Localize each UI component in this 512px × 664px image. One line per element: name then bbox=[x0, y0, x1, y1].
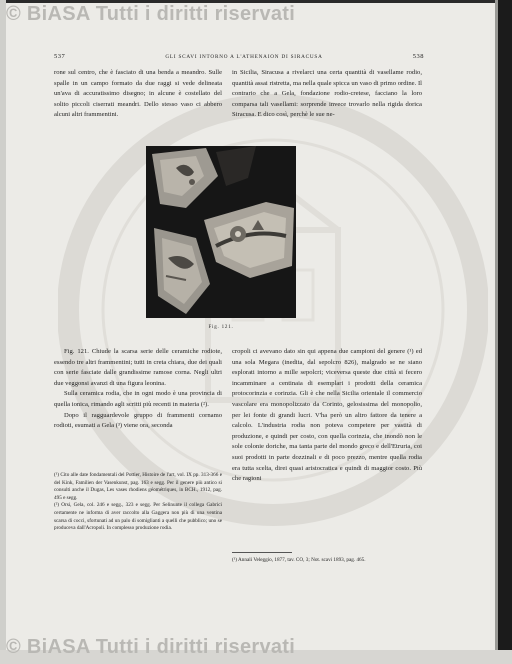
running-title: GLI SCAVI INTORNO A L'ATHENAION DI SIRACUSA bbox=[165, 54, 323, 60]
footnote: (¹) Annali Veleggio, 1877, tav. CO, 3; Not. scavi 1893, pag. 465. bbox=[232, 557, 366, 563]
copyright-watermark-bottom: © BiASA Tutti i diritti riservati bbox=[6, 636, 296, 658]
scan-edge-right bbox=[498, 0, 512, 664]
footnote-rule bbox=[232, 552, 292, 553]
footnotes-right bbox=[232, 557, 422, 565]
paragraph: rone sul centro, che è fasciato di una benda a meandro. Sulle spalle in un campo formato da due raggi si vede delineata un'ava di accuratissimo disegno; in alcune è costellato del solito piccoli ciserrati meandri. Dello stesso vaso ci abbero alcuni altri frammentini. bbox=[54, 69, 222, 119]
page-number-right: 538 bbox=[412, 53, 424, 60]
footnote: (²) Orsi, Gela, col. 246 e segg., 323 e segg. Per Selinunte il collega Gabrici certamente ne informa di aver raccolto alla Gaggera non più di una ventina scarsa di cocci, sfortunati ad un palo di somiglianti a quelli che pubblico; uno se produceva dall'Acropoli. In complesso produzione rodia. bbox=[54, 502, 222, 532]
paragraph: in Sicilia, Siracusa a rivelarci una certa quantità di vasellame rodio, quantità assai ristretta, ma nella quale spicca un vaso di primo ordine. Il contrario che a Gela, fondazione rodio-cretese, facciano la loro comparsa tali vasellami: sorprende invece trovarlo nella rigida dorica Siracusa. E dico così, perchè le sue ne- bbox=[232, 69, 422, 119]
page-number-left: 537 bbox=[54, 53, 66, 60]
paragraph: Fig. 121. Chiude la scarsa serie delle ceramiche rodiote, essendo tre altri frammentini; tutti in creta chiara, due dei quali con serie fasciate dalle grandissime ramose corna. Negli ultri due veggonsi avanzi di una figura leonina. bbox=[54, 348, 222, 387]
text-column-left-top bbox=[54, 68, 222, 121]
text-column-right-middle bbox=[232, 347, 422, 485]
paragraph: cropoli ci avevano dato sin qui appena due campioni del genere (¹) ed una sola Megara (inedita, dal sepolcro 826), malgrado se ne siano esplorati intorno a mille sepolcri; viceversa queste due città si fecero incamminare a centinaia di esemplari i prodotti della ceramica protocorinzia e corinzia. Gli è che nella Sicilia orientale il commercio vascolare era monopolizzato da Corinto, gelosissima del monopolio, per lei fonte di grandi lucri. V'ha però un altro fattore da tenere a calcolo. L'industria rodia non poteva competere per vastità di produzione, e quindi per costo, con quella corinzia, che inondò non le sole colonie doriche, ma tanta parte del mondo greco e dell'Etruria, coi suoi prodotti in parte dozzinali e di poco prezzo, mentre quella rodia era tutta scelta, direi quasi aristocratica e quindi di maggior costo. Più che ragioni bbox=[232, 348, 422, 483]
scan-edge-left bbox=[0, 0, 6, 664]
text-column-left-middle bbox=[54, 347, 222, 432]
pottery-fragments-photo bbox=[146, 146, 296, 318]
paragraph: Dopo il ragguardevole gruppo di frammenti cornamo rodioti, esumati a Gela (³) viene ora, seconda bbox=[54, 411, 222, 430]
copyright-watermark-top: © BiASA Tutti i diritti riservati bbox=[6, 3, 296, 25]
figure-caption: Fig. 121. bbox=[208, 325, 234, 330]
footnote: (¹) Cito alle date fondamentali del Pottier, Histoire de l'art, vol. IX pp. 313-366 e del Kink, Familien der Vasenkunst, pag. 163 e segg. Per il genere più antico si consulti anche il Dugas, Les vases rhodiens géométriques, in BCH., 1912, pag. 495 e segg. bbox=[54, 472, 222, 501]
text-column-right-top bbox=[232, 68, 422, 121]
footnotes-left bbox=[54, 472, 222, 533]
paragraph: Sulla ceramica rodia, che in ogni modo è una provincia di quella ionica, rimando agli scritti più recenti in materia (²). bbox=[54, 390, 222, 408]
